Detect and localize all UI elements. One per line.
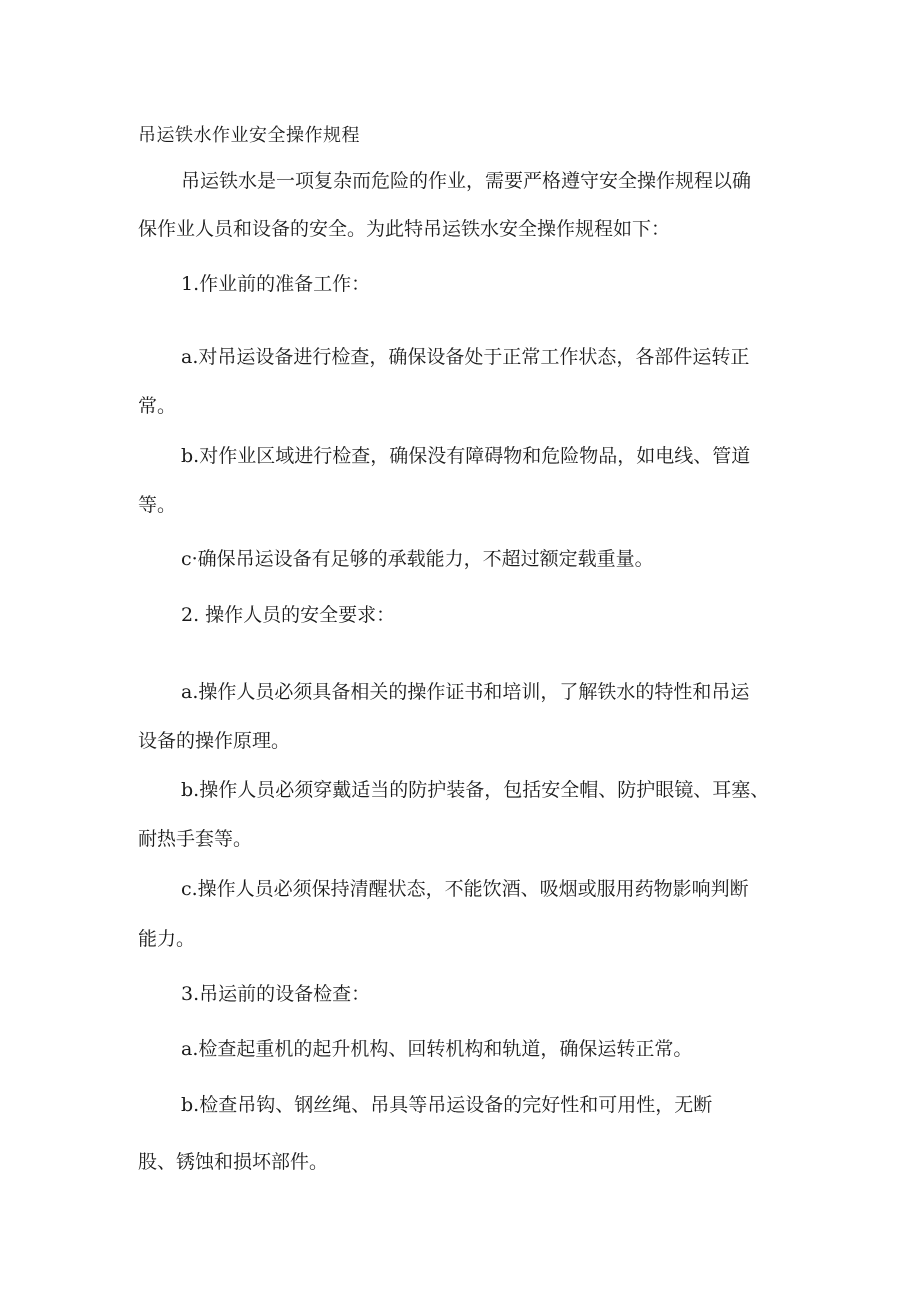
section-3-item-b-line-2: 股、锈蚀和损坏部件。 xyxy=(138,1151,329,1173)
intro-paragraph-line-1: 吊运铁水是一项复杂而危险的作业，需要严格遵守安全操作规程以确 xyxy=(181,170,752,192)
section-1-heading: 1.作业前的准备工作： xyxy=(181,273,371,295)
section-2-item-a-line-2: 设备的操作原理。 xyxy=(138,730,291,752)
section-3-item-b-line-1: b.检查吊钩、钢丝绳、吊具等吊运设备的完好性和可用性，无断 xyxy=(181,1094,713,1116)
section-1-item-c: c·确保吊运设备有足够的承载能力，不超过额定载重量。 xyxy=(181,548,654,570)
section-2-item-a-line-1: a.操作人员必须具备相关的操作证书和培训，了解铁水的特性和吊运 xyxy=(181,681,750,703)
section-2-item-b-line-1: b.操作人员必须穿戴适当的防护装备，包括安全帽、防护眼镜、耳塞、 xyxy=(181,779,770,801)
intro-paragraph-line-2: 保作业人员和设备的安全。为此特吊运铁水安全操作规程如下： xyxy=(138,218,671,240)
section-2-item-c-line-1: c.操作人员必须保持清醒状态，不能饮酒、吸烟或服用药物影响判断 xyxy=(181,878,749,900)
section-1-item-b-line-1: b.对作业区域进行检查，确保没有障碍物和危险物品，如电线、管道 xyxy=(181,445,751,467)
section-3-item-a: a.检查起重机的起升机构、回转机构和轨道，确保运转正常。 xyxy=(181,1038,693,1060)
section-1-item-a-line-1: a.对吊运设备进行检查，确保设备处于正常工作状态，各部件运转正 xyxy=(181,346,750,368)
section-1-item-b-line-2: 等。 xyxy=(138,494,177,516)
section-2-item-c-line-2: 能力。 xyxy=(138,928,196,950)
section-2-item-b-line-2: 耐热手套等。 xyxy=(138,828,253,850)
section-2-heading: 2. 操作人员的安全要求： xyxy=(181,604,396,626)
section-1-item-a-line-2: 常。 xyxy=(138,395,177,417)
section-3-heading: 3.吊运前的设备检查： xyxy=(181,983,371,1005)
document-title: 吊运铁水作业安全操作规程 xyxy=(138,125,360,146)
